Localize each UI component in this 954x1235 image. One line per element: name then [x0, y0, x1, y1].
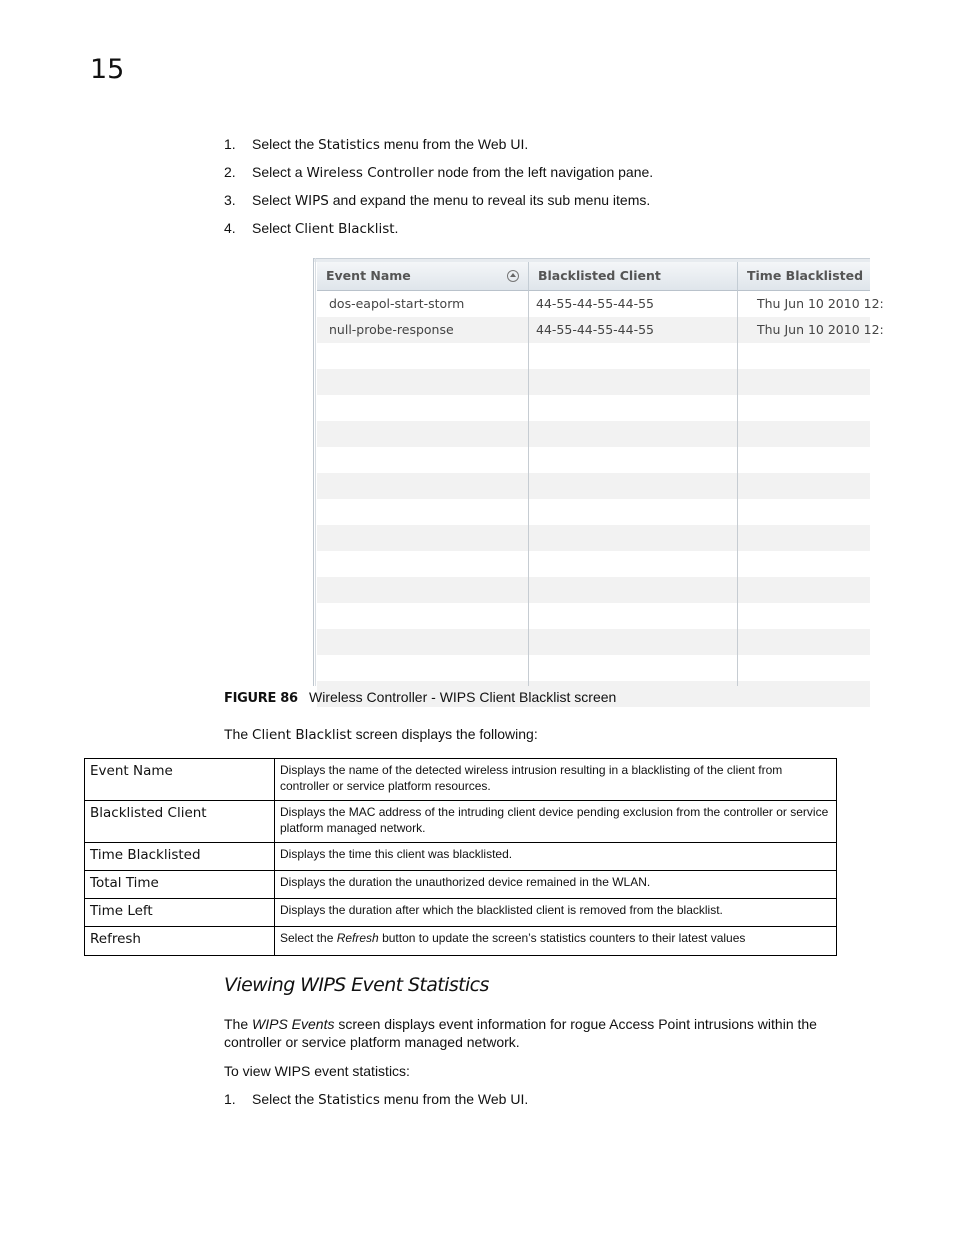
ui-term: Client Blacklist — [252, 727, 352, 743]
body-paragraph: The WIPS Events screen displays event information for rogue Access Point intrusions within the controller or service platform managed network. — [224, 1016, 817, 1050]
column-divider — [528, 291, 529, 686]
empty-row — [317, 395, 870, 421]
term-cell: Event Name — [85, 759, 275, 801]
empty-row — [317, 343, 870, 369]
empty-row — [317, 655, 870, 681]
ui-term: Statistics — [318, 1092, 380, 1108]
ui-term: Wireless Controller — [306, 165, 434, 181]
definitions-table — [84, 758, 837, 956]
body-paragraph: To view WIPS event statistics: — [224, 1063, 410, 1079]
term-cell: Time Left — [85, 899, 275, 927]
figure-title: Wireless Controller - WIPS Client Blacklist screen — [309, 689, 617, 705]
client-blacklist-screenshot — [313, 258, 884, 686]
table-row — [85, 899, 837, 927]
table-row — [85, 843, 837, 871]
ui-term: Client Blacklist — [294, 221, 395, 237]
description-cell: Displays the name of the detected wireless intrusion resulting in a blacklisting of the client from controller or service platform resources. — [275, 759, 837, 801]
column-header-blacklisted-client[interactable]: Blacklisted Client — [529, 262, 738, 291]
step-item: 2. Select a Wireless Controller node from the left navigation pane. — [224, 164, 654, 181]
section-heading: Viewing WIPS Event Statistics — [224, 974, 489, 996]
empty-row — [317, 421, 870, 447]
description-cell: Displays the duration the unauthorized device remained in the WLAN. — [275, 871, 837, 899]
intro-text: The Client Blacklist screen displays the following: — [224, 726, 538, 743]
description-cell: Displays the duration after which the blacklisted client is removed from the blacklist. — [275, 899, 837, 927]
table-row — [85, 927, 837, 956]
description-cell: Displays the MAC address of the intruding client device pending exclusion from the controller or service platform managed network. — [275, 801, 837, 843]
term-cell: Time Blacklisted — [85, 843, 275, 871]
figure-caption — [224, 689, 617, 706]
step-item: 4. Select Client Blacklist. — [224, 220, 399, 237]
term-cell: Refresh — [85, 927, 275, 956]
column-header-event-name[interactable]: Event Name — [317, 262, 529, 291]
empty-row — [317, 499, 870, 525]
instruction-steps — [224, 1090, 864, 1118]
column-header-time-blacklisted[interactable]: Time Blacklisted — [738, 262, 870, 291]
table-row — [85, 759, 837, 801]
ui-term: Statistics — [318, 137, 380, 153]
empty-row — [317, 447, 870, 473]
table-row[interactable]: null-probe-response 44-55-44-55-44-55 Thu Jun 10 2010 12: — [317, 317, 870, 343]
description-cell: Displays the time this client was blacklisted. — [275, 843, 837, 871]
figure-label: FIGURE 86 — [224, 691, 298, 706]
empty-row — [317, 629, 870, 655]
table-row[interactable]: dos-eapol-start-storm 44-55-44-55-44-55 Thu Jun 10 2010 12: — [329, 296, 884, 311]
step-item: 1. Select the Statistics menu from the Web UI. — [224, 1091, 529, 1108]
empty-row — [317, 603, 870, 629]
instruction-steps — [224, 135, 864, 247]
empty-row — [317, 369, 870, 395]
empty-row — [317, 577, 870, 603]
chapter-number: 15 — [90, 54, 125, 85]
table-row — [85, 801, 837, 843]
step-item: 1. Select the Statistics menu from the Web UI. — [224, 136, 529, 153]
description-cell: Select the Refresh button to update the screen’s statistics counters to their latest values — [275, 927, 837, 956]
sort-ascending-icon[interactable] — [507, 270, 519, 282]
grid-left-frame — [313, 258, 316, 686]
empty-row — [317, 473, 870, 499]
empty-row — [317, 551, 870, 577]
ui-term: WIPS — [294, 193, 329, 209]
step-item: 3. Select WIPS and expand the menu to reveal its sub menu items. — [224, 192, 651, 209]
term-cell: Blacklisted Client — [85, 801, 275, 843]
column-divider — [737, 291, 738, 686]
table-row — [85, 871, 837, 899]
empty-row — [317, 525, 870, 551]
term-cell: Total Time — [85, 871, 275, 899]
